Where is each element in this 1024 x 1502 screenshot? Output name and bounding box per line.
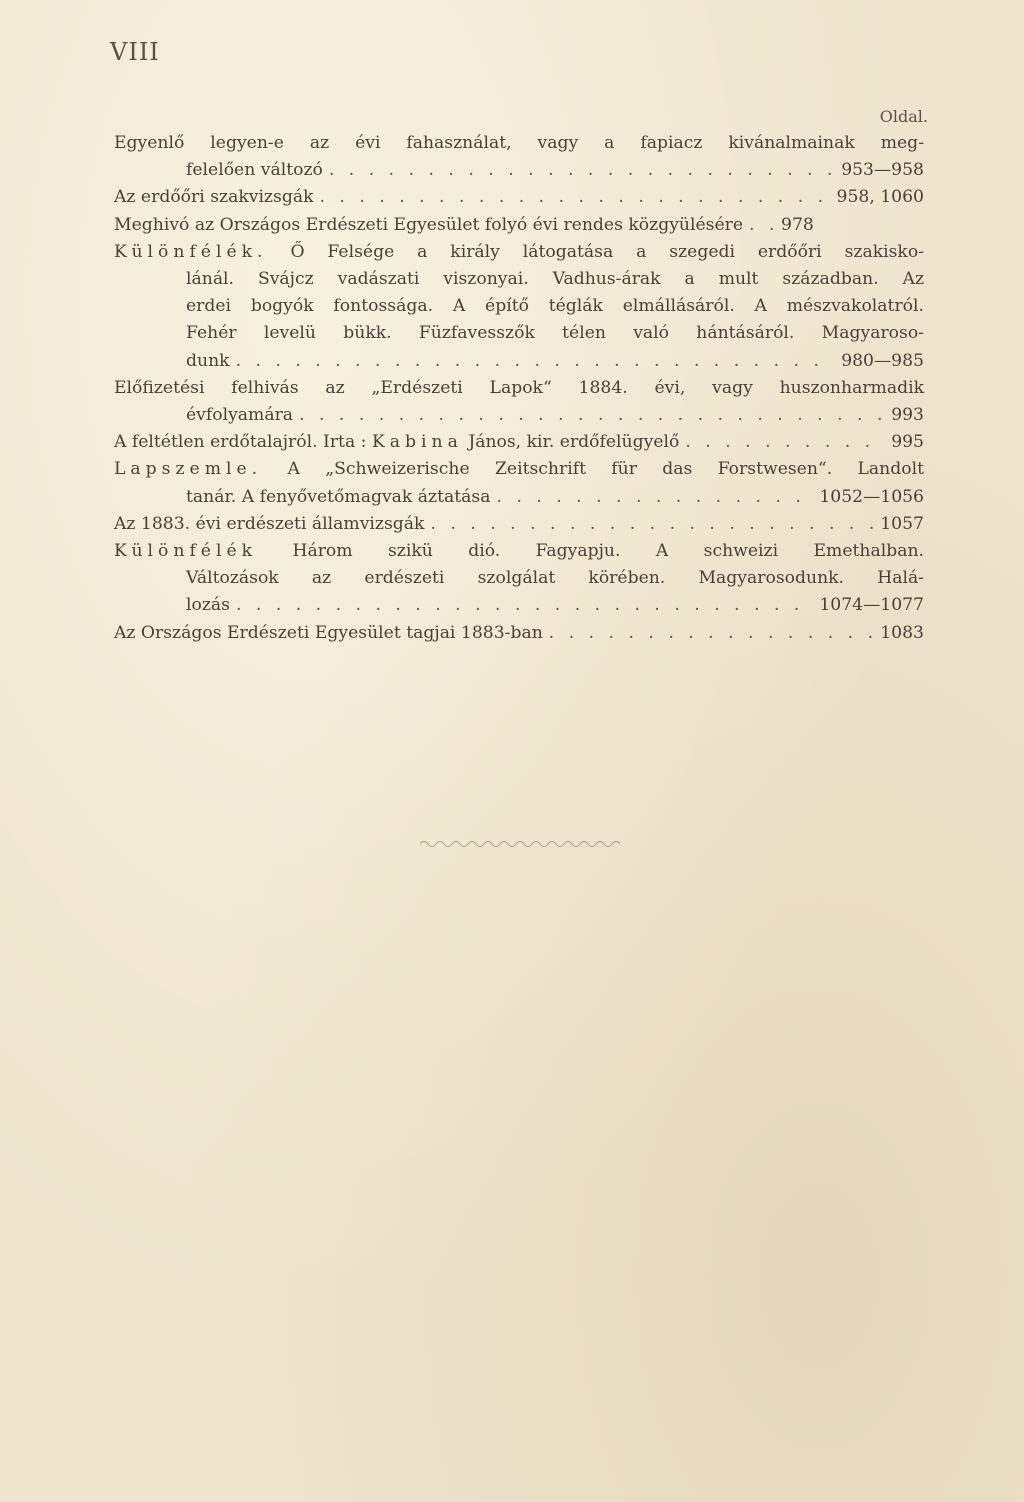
dot-leader <box>236 348 836 375</box>
page-number: VIII <box>110 38 160 66</box>
author-name: Kabina <box>371 432 463 453</box>
entry-text: dunk <box>186 350 230 371</box>
entry-text: Ő Felsége a király látogatása a szegedi erdőőri szakisko- <box>290 241 925 262</box>
dot-leader <box>430 511 874 538</box>
entry-text: Három szikü dió. Fagyapju. A schweizi Emethalban. <box>292 541 925 562</box>
toc-entry <box>114 538 924 620</box>
dot-leader <box>236 592 813 619</box>
entry-pages: 1083 <box>880 622 924 643</box>
dot-leader <box>496 484 813 511</box>
entry-text: lozás <box>186 595 230 616</box>
entry-title: Az Országos Erdészeti Egyesület tagjai 1883-ban <box>114 622 543 643</box>
entry-text-line <box>114 592 924 619</box>
entry-title: Meghivó az Országos Erdészeti Egyesület folyó évi rendes közgyülésére <box>114 214 744 235</box>
toc-entry <box>114 239 924 375</box>
section-title: Különfélék. <box>114 241 268 262</box>
dot-leader <box>329 157 835 184</box>
entry-text: tanár. A fenyővetőmagvak áztatása <box>186 486 491 507</box>
entry-text-line <box>114 456 924 483</box>
toc-entry <box>114 184 924 211</box>
toc-entry <box>114 456 924 510</box>
toc-entry <box>114 511 924 538</box>
entry-pages: 995 <box>891 432 924 453</box>
entry-text: János, kir. erdőfelügyelő <box>468 432 680 453</box>
entry-text-line: Előfizetési felhivás az „Erdészeti Lapok“ 1884. évi, vagy huszonharmadik <box>114 377 924 398</box>
entry-text-line: Fehér levelü bükk. Füzfavesszők télen való hántásáról. Magyaroso- <box>186 323 924 344</box>
dot-leader <box>299 402 885 429</box>
entry-text-line: Változások az erdészeti szolgálat körében. Magyarosodunk. Halá- <box>186 568 924 589</box>
dot-leader <box>685 429 885 456</box>
entry-text-line <box>114 538 924 565</box>
entry-text-line <box>114 402 924 429</box>
entry-text-line: erdei bogyók fontossága. A építő téglák elmállásáról. A mészvakolatról. <box>186 296 924 317</box>
entry-pages: 978 <box>781 214 814 235</box>
toc-entry <box>114 375 924 429</box>
dot-leader <box>549 620 874 647</box>
entry-title: Az 1883. évi erdészeti államvizsgák <box>114 513 425 534</box>
page-column-header: Oldal. <box>879 107 928 126</box>
entry-pages: 1052—1056 <box>819 486 924 507</box>
entry-text-line <box>114 511 924 538</box>
entry-title: Az erdőőri szakvizsgák <box>114 187 314 208</box>
entry-text-line <box>114 348 924 375</box>
toc-entry <box>114 212 924 239</box>
entry-text-line <box>114 184 924 211</box>
section-title: Különfélék <box>114 541 258 562</box>
section-title: Lapszemle. <box>114 459 263 480</box>
entry-text-line <box>114 212 924 239</box>
toc-entry <box>114 429 924 456</box>
entry-pages: 1057 <box>880 513 924 534</box>
entry-text-line: Egyenlő legyen-e az évi fahasználat, vagy a fapiacz kivánalmainak meg- <box>114 133 924 153</box>
wavy-divider-ornament <box>420 838 624 850</box>
entry-text-line <box>114 620 924 647</box>
dot-leader <box>749 212 775 239</box>
entry-pages: 993 <box>891 405 924 426</box>
entry-text-line <box>114 429 924 456</box>
entry-text-line <box>114 484 924 511</box>
entry-pages: 953—958 <box>841 160 924 181</box>
entry-pages: 1074—1077 <box>819 595 924 616</box>
entry-text: A „Schweizerische Zeitschrift für das Forstwesen“. Landolt <box>287 459 924 480</box>
toc-entry <box>114 130 924 184</box>
entry-text-line <box>114 157 924 184</box>
table-of-contents <box>114 130 924 647</box>
entry-text: évfolyamára <box>186 405 294 426</box>
entry-text-line <box>114 239 924 266</box>
entry-pages: 980—985 <box>841 350 924 371</box>
dot-leader <box>319 184 830 211</box>
entry-pages: 958, 1060 <box>836 187 924 208</box>
entry-text-line: lánál. Svájcz vadászati viszonyai. Vadhus-árak a mult században. Az <box>186 269 924 290</box>
entry-title: felelően változó <box>186 160 323 181</box>
entry-title: A feltétlen erdőtalajról. Irta : <box>114 432 367 453</box>
toc-entry <box>114 620 924 647</box>
